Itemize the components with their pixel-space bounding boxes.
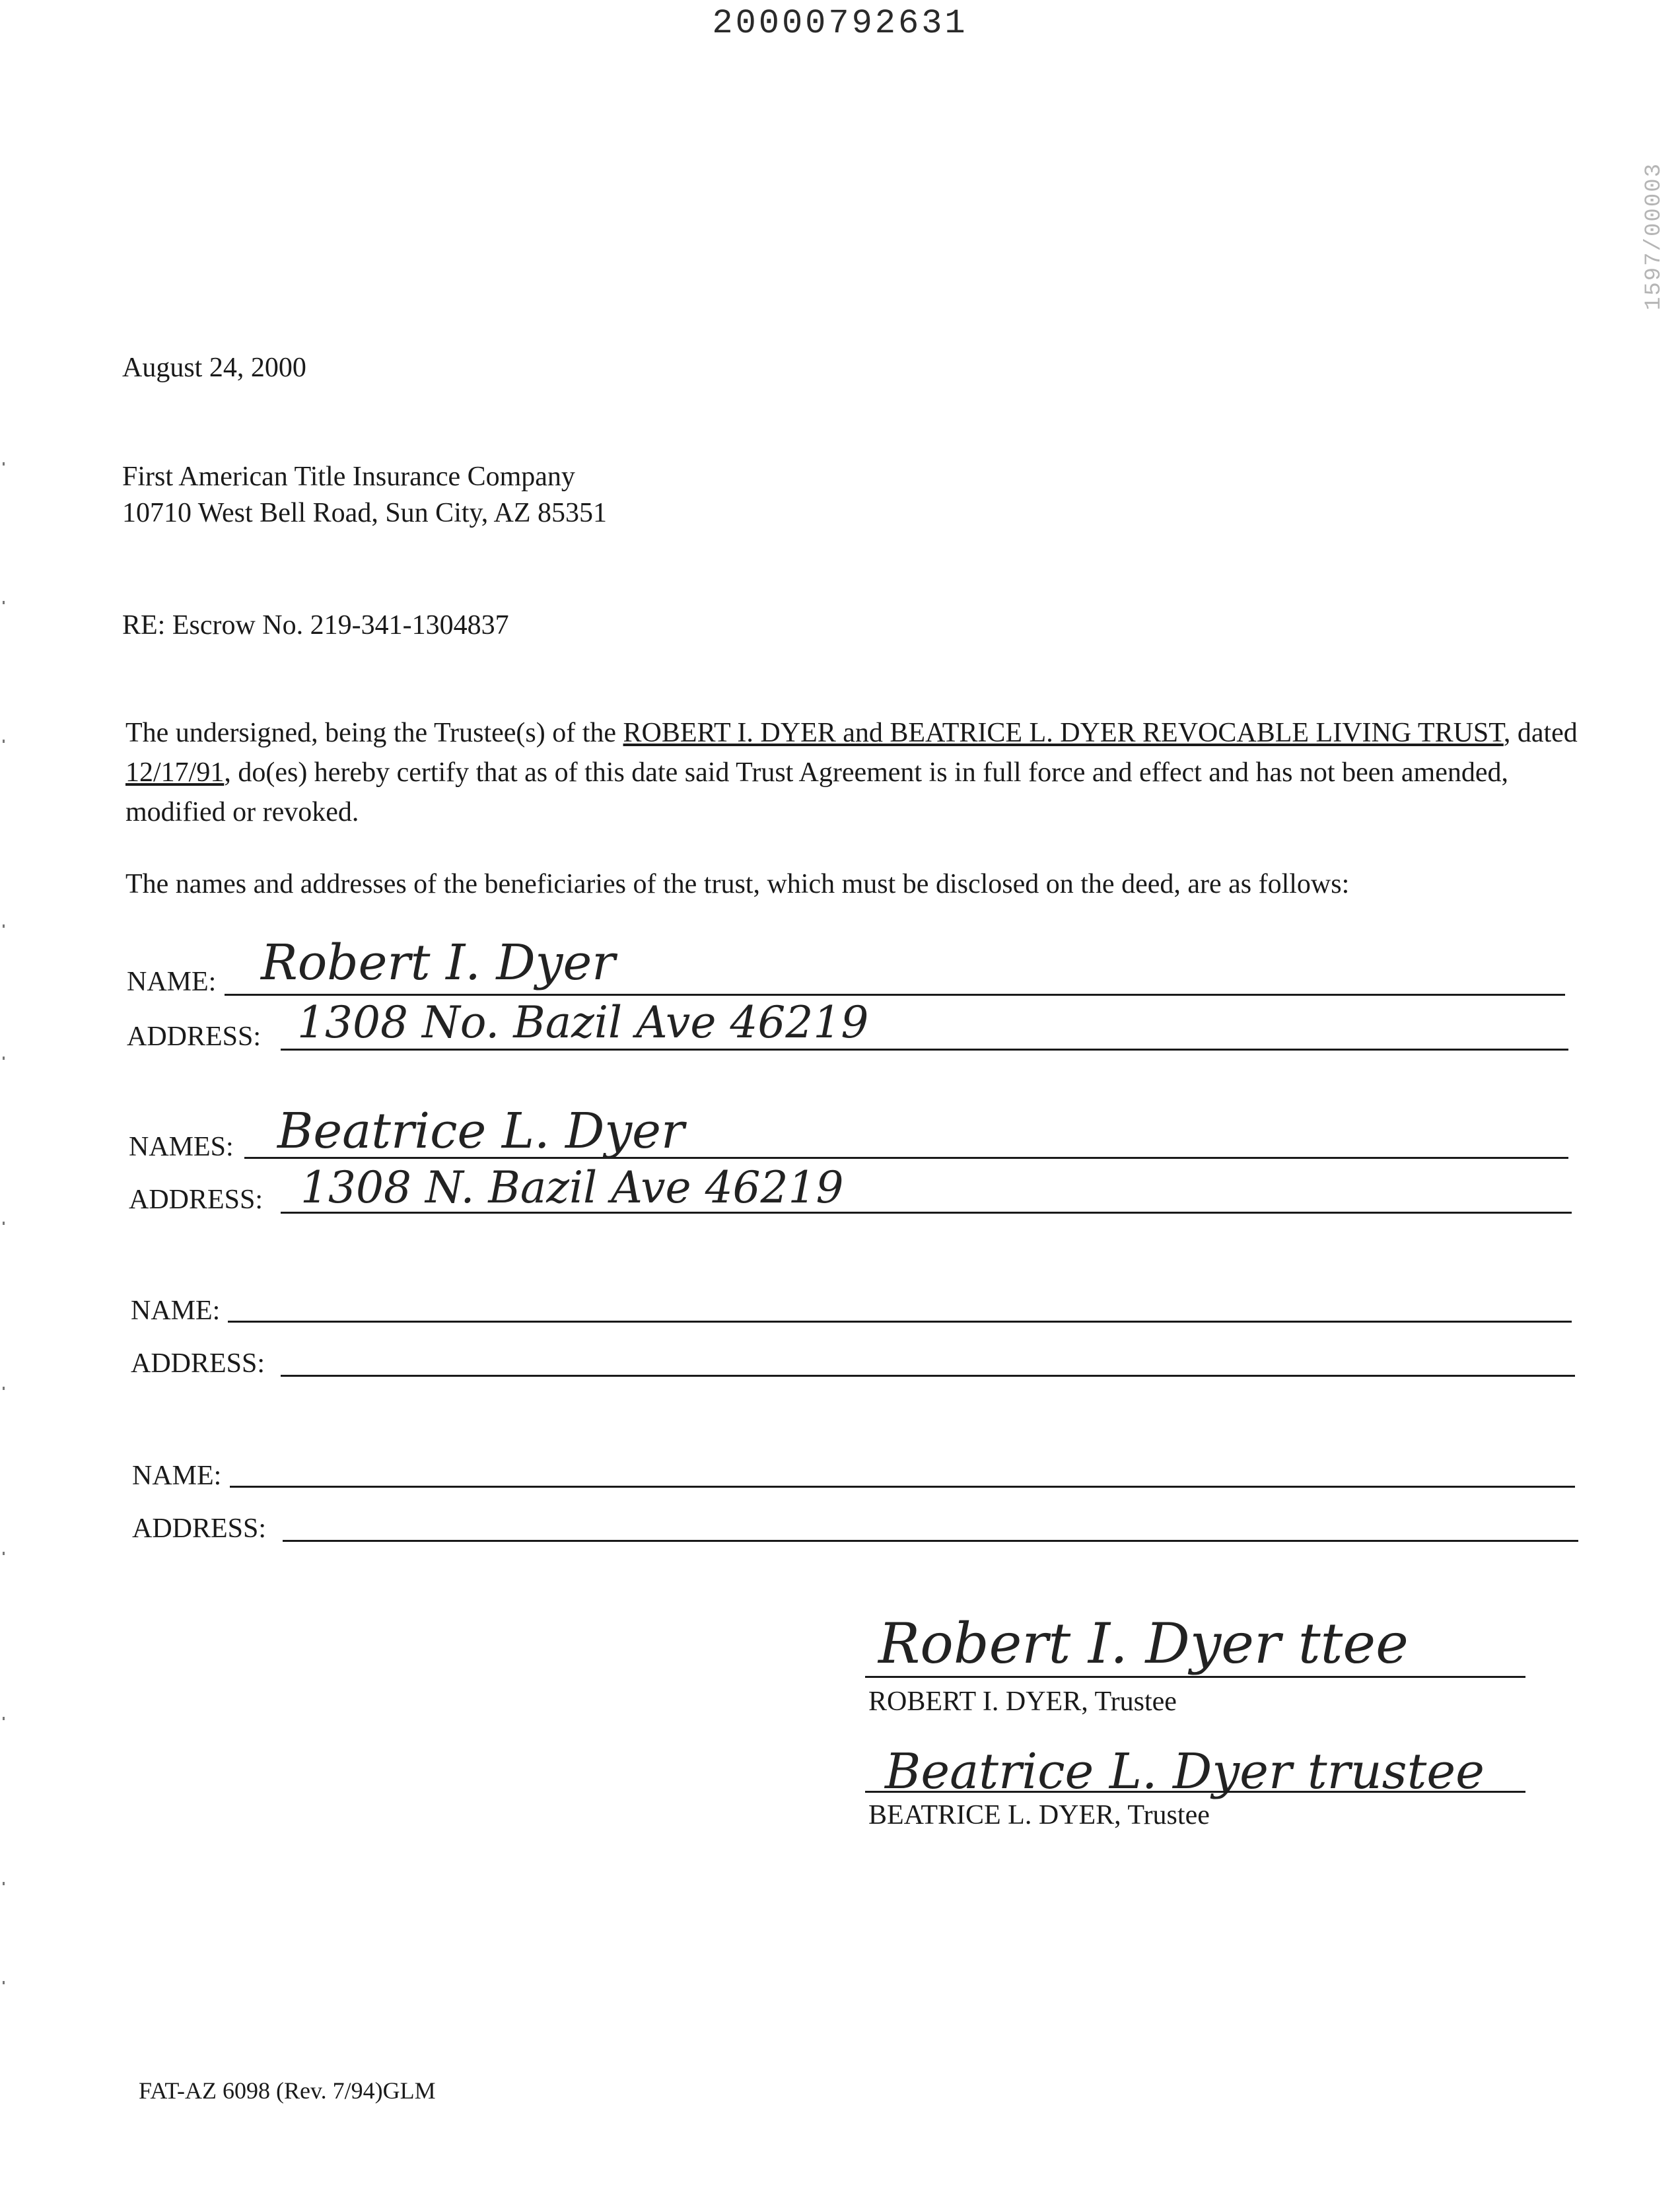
- trustee-1-signature: Robert I. Dyer ttee: [878, 1611, 1409, 1676]
- beneficiary-3-address-line: [281, 1375, 1575, 1377]
- trustee-1-printed-name: ROBERT I. DYER, Trustee: [868, 1686, 1177, 1717]
- trustee-2-signature: Beatrice L. Dyer trustee: [885, 1743, 1485, 1800]
- recipient-name: First American Title Insurance Company: [122, 462, 575, 492]
- beneficiary-3-name-label: NAME:: [131, 1296, 221, 1326]
- beneficiary-4-name-line: [230, 1486, 1575, 1488]
- document-number: 20000792631: [712, 4, 968, 43]
- beneficiary-1-name-label: NAME:: [127, 967, 217, 997]
- recipient-address: 10710 West Bell Road, Sun City, AZ 85351: [122, 498, 607, 528]
- beneficiary-4-address-label: ADDRESS:: [132, 1513, 267, 1544]
- beneficiaries-intro: The names and addresses of the beneficiaries of the trust, which must be disclosed on the deed, are as follows:: [125, 869, 1350, 899]
- beneficiary-4-address-line: [283, 1540, 1578, 1542]
- trust-name: ROBERT I. DYER and BEATRICE L. DYER REVOCABLE LIVING TRUST: [623, 718, 1504, 748]
- beneficiary-1-address-handwritten: 1308 No. Bazil Ave 46219: [297, 997, 869, 1048]
- scan-specks: [3, 462, 9, 2047]
- beneficiary-1-name-line: [225, 994, 1565, 996]
- side-stamp: 1597/00003: [1642, 162, 1667, 310]
- beneficiary-2-address-label: ADDRESS:: [129, 1185, 263, 1215]
- beneficiary-1-address-label: ADDRESS:: [127, 1022, 262, 1052]
- letter-date: August 24, 2000: [122, 353, 306, 383]
- trustee-1-signature-line: [865, 1676, 1525, 1678]
- certification-text-3: , do(es) hereby certify that as of this date said Trust Agreement is in full force and effect and has not been amended, modified or revoked.: [125, 757, 1508, 827]
- certification-text-2: , dated: [1503, 718, 1578, 748]
- trust-date: 12/17/91: [125, 757, 225, 788]
- beneficiary-4-name-label: NAME:: [132, 1461, 222, 1491]
- trustee-2-signature-line: [865, 1791, 1525, 1793]
- certification-paragraph: [125, 713, 1585, 832]
- beneficiary-3-name-line: [228, 1321, 1572, 1323]
- certification-text-1: The undersigned, being the Trustee(s) of the: [125, 718, 623, 748]
- beneficiary-1-address-line: [281, 1049, 1568, 1051]
- trustee-2-printed-name: BEATRICE L. DYER, Trustee: [868, 1800, 1210, 1830]
- form-code: FAT-AZ 6098 (Rev. 7/94)GLM: [139, 2077, 436, 2104]
- beneficiary-2-name-handwritten: Beatrice L. Dyer: [277, 1103, 685, 1160]
- re-line: RE: Escrow No. 219-341-1304837: [122, 610, 509, 641]
- beneficiary-3-address-label: ADDRESS:: [131, 1348, 265, 1379]
- beneficiary-2-name-label: NAMES:: [129, 1132, 234, 1162]
- beneficiary-1-name-handwritten: Robert I. Dyer: [261, 934, 615, 991]
- beneficiary-2-address-handwritten: 1308 N. Bazil Ave 46219: [300, 1162, 844, 1213]
